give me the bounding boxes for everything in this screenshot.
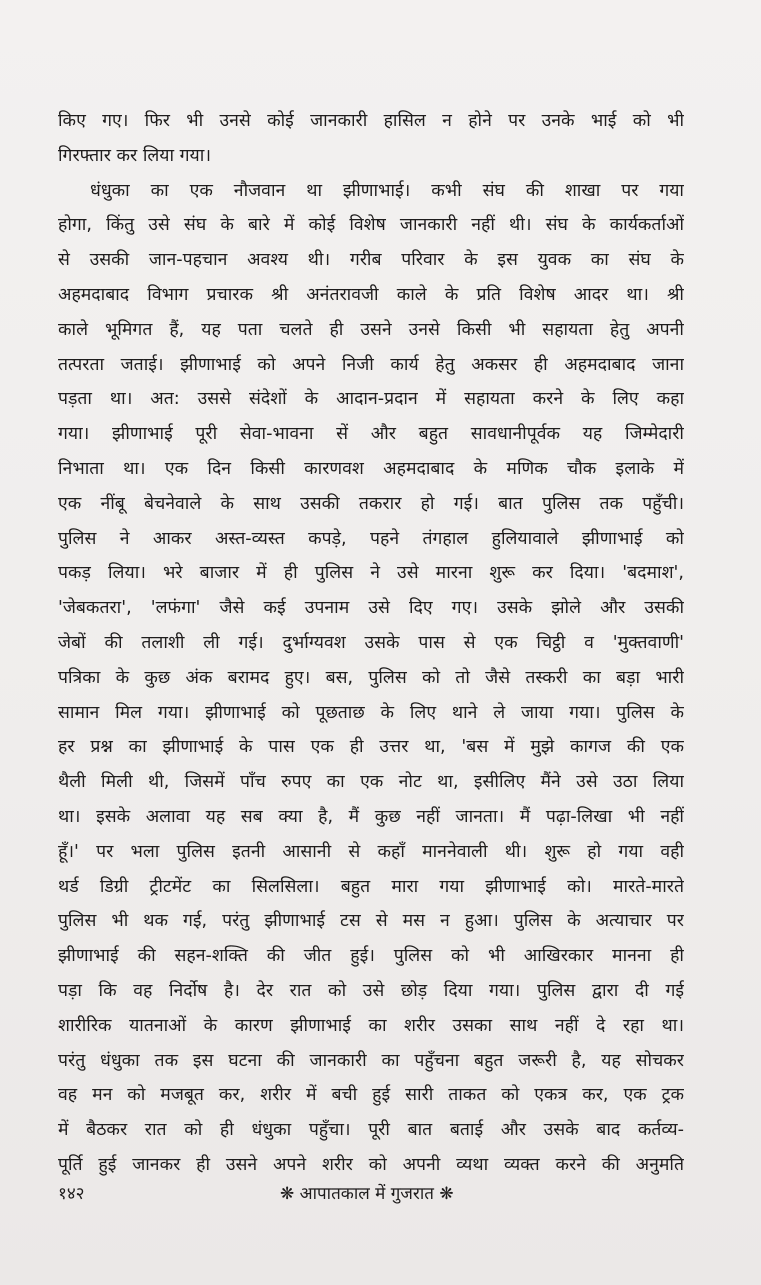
text-line: सामान मिल गया। झीणाभाई को पूछताछ के लिए थाने ले जाया गया। पुलिस के xyxy=(58,702,684,723)
text-line: परंतु धंधुका तक इस घटना की जानकारी का पहुँचना बहुत जरूरी है, यह सोचकर xyxy=(58,1050,684,1071)
text-line: जेबों की तलाशी ली गई। दुर्भाग्यवश उसके पास से एक चिट्ठी व 'मुक्तवाणी' xyxy=(58,632,684,653)
text-line: पत्रिका के कुछ अंक बरामद हुए। बस, पुलिस को तो जैसे तस्करी का बड़ा भारी xyxy=(58,667,684,688)
text-line: थर्ड डिग्री ट्रीटमेंट का सिलसिला। बहुत मारा गया झीणाभाई को। मारते-मारते xyxy=(58,876,684,897)
text-line: तत्परता जताई। झीणाभाई को अपने निजी कार्य हेतु अकसर ही अहमदाबाद जाना xyxy=(58,354,684,375)
text-line: पूर्ति हुई जानकर ही उसने अपने शरीर को अपनी व्यथा व्यक्त करने की अनुमति xyxy=(58,1154,684,1175)
body-text xyxy=(58,104,684,1183)
running-title: ❋ आपातकाल में गुजरात ❋ xyxy=(280,1184,454,1204)
text-line: काले भूमिगत हैं, यह पता चलते ही उसने उनसे किसी भी सहायता हेतु अपनी xyxy=(58,319,684,340)
text-line: निभाता था। एक दिन किसी कारणवश अहमदाबाद के मणिक चौक इलाके में xyxy=(58,458,684,479)
text-line: होगा, किंतु उसे संघ के बारे में कोई विशेष जानकारी नहीं थी। संघ के कार्यकर्ताओं xyxy=(58,215,684,236)
text-line: था। इसके अलावा यह सब क्या है, मैं कुछ नहीं जानता। मैं पढ़ा-लिखा भी नहीं xyxy=(58,806,684,827)
text-line: 'जेबकतरा', 'लफंगा' जैसे कई उपनाम उसे दिए गए। उसके झोले और उसकी xyxy=(58,598,684,619)
text-line: में बैठकर रात को ही धंधुका पहुँचा। पूरी बात बताई और उसके बाद कर्तव्य- xyxy=(58,1120,684,1141)
text-line: गिरफ्तार कर लिया गया। xyxy=(58,145,211,166)
page-number: १४२ xyxy=(58,1184,85,1204)
text-line: एक नींबू बेचनेवाले के साथ उसकी तकरार हो गई। बात पुलिस तक पहुँची। xyxy=(58,493,684,514)
text-line: पुलिस ने आकर अस्त-व्यस्त कपड़े, पहने तंगहाल हुलियावाले झीणाभाई को xyxy=(58,528,684,549)
text-line: धंधुका का एक नौजवान था झीणाभाई। कभी संघ की शाखा पर गया xyxy=(90,180,684,201)
text-line: पकड़ लिया। भरे बाजार में ही पुलिस ने उसे मारना शुरू कर दिया। 'बदमाश', xyxy=(58,563,684,584)
text-line: किए गए। फिर भी उनसे कोई जानकारी हासिल न होने पर उनके भाई को भी xyxy=(58,111,684,131)
text-line: से उसकी जान-पहचान अवश्य थी। गरीब परिवार के इस युवक का संघ के xyxy=(58,250,684,271)
text-line: पड़ता था। अत: उससे संदेशों के आदान-प्रदान में सहायता करने के लिए कहा xyxy=(58,389,684,410)
text-line: वह मन को मजबूत कर, शरीर में बची हुई सारी ताकत को एकत्र कर, एक ट्रक xyxy=(58,1085,684,1106)
text-line: थैली मिली थी, जिसमें पाँच रुपए का एक नोट था, इसीलिए मैंने उसे उठा लिया xyxy=(58,772,684,793)
text-line: शारीरिक यातनाओं के कारण झीणाभाई का शरीर उसका साथ नहीं दे रहा था। xyxy=(58,1015,684,1036)
page-footer xyxy=(58,1177,684,1211)
text-line: हूँ।' पर भला पुलिस इतनी आसानी से कहाँ माननेवाली थी। शुरू हो गया वही xyxy=(58,841,684,862)
text-line: पड़ा कि वह निर्दोष है। देर रात को उसे छोड़ दिया गया। पुलिस द्वारा दी गई xyxy=(58,980,684,1001)
text-line: गया। झीणाभाई पूरी सेवा-भावना सें और बहुत सावधानीपूर्वक यह जिम्मेदारी xyxy=(58,424,684,445)
text-line: हर प्रश्न का झीणाभाई के पास एक ही उत्तर था, 'बस में मुझे कागज की एक xyxy=(58,737,684,758)
text-line: झीणाभाई की सहन-शक्ति की जीत हुई। पुलिस को भी आखिरकार मानना ही xyxy=(58,946,684,967)
text-line: अहमदाबाद विभाग प्रचारक श्री अनंतरावजी काले के प्रति विशेष आदर था। श्री xyxy=(58,284,684,305)
text-line: पुलिस भी थक गई, परंतु झीणाभाई टस से मस न हुआ। पुलिस के अत्याचार पर xyxy=(58,911,684,932)
